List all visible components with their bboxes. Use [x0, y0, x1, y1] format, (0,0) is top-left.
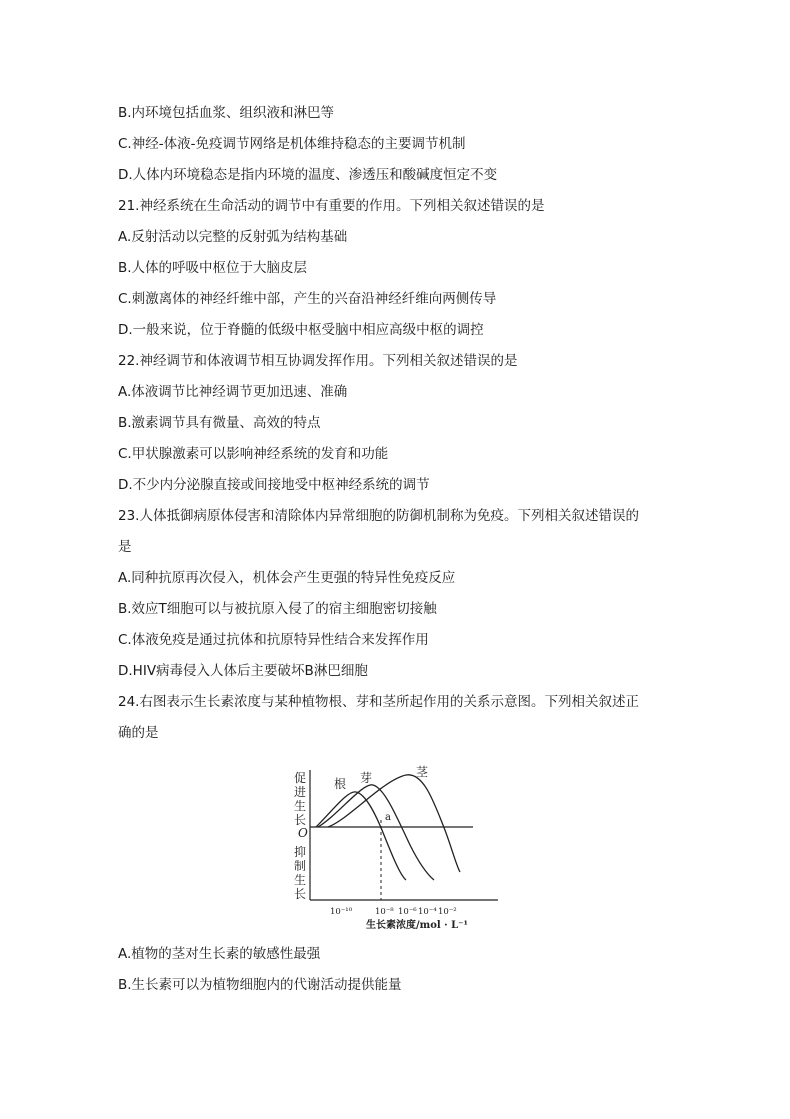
- q24-option-a: A.植物的茎对生长素的敏感性最强: [118, 946, 321, 962]
- q23-option-c: C.体液免疫是通过抗体和抗原特异性结合来发挥作用: [118, 632, 429, 648]
- q23-option-d: D.HIV病毒侵入人体后主要破坏B淋巴细胞: [118, 663, 368, 679]
- stem-curve: [328, 775, 460, 872]
- root-curve: [316, 792, 406, 880]
- question-21-stem: 21.神经系统在生命活动的调节中有重要的作用。下列相关叙述错误的是: [118, 198, 545, 214]
- auxin-concentration-figure: [288, 760, 503, 932]
- y-top-char-3: 生: [294, 799, 307, 813]
- q23-option-b: B.效应T细胞可以与被抗原入侵了的宿主细胞密切接触: [118, 601, 437, 617]
- q22-option-b: B.激素调节具有微量、高效的特点: [118, 415, 321, 431]
- x-tick-2: 10⁻⁸: [375, 907, 394, 917]
- y-bottom-char-2: 制: [294, 859, 307, 873]
- bud-label: 芽: [360, 771, 373, 785]
- y-top-char-4: 长: [294, 813, 307, 827]
- q21-option-c: C.刺激离体的神经纤维中部，产生的兴奋沿神经纤维向两侧传导: [118, 291, 497, 307]
- question-23-stem-cont: 是: [118, 539, 132, 555]
- y-bottom-label: [294, 844, 310, 901]
- y-top-label: [294, 771, 310, 827]
- root-label: 根: [334, 777, 347, 791]
- stem-label: 茎: [416, 765, 429, 779]
- option-d-line: D.人体内环境稳态是指内环境的温度、渗透压和酸碱度恒定不变: [118, 167, 498, 183]
- y-bottom-char-1: 抑: [294, 845, 307, 859]
- q21-option-b: B.人体的呼吸中枢位于大脑皮层: [118, 260, 308, 276]
- point-a-label: a: [385, 812, 391, 823]
- y-top-char-2: 进: [294, 785, 307, 799]
- question-24-stem-cont: 确的是: [118, 725, 159, 741]
- option-c-line: C.神经-体液-免疫调节网络是机体维持稳态的主要调节机制: [118, 136, 466, 152]
- x-tick-4: 10⁻⁴: [418, 907, 437, 917]
- x-tick-3: 10⁻⁶: [398, 907, 417, 917]
- q24-option-b: B.生长素可以为植物细胞内的代谢活动提供能量: [118, 977, 402, 993]
- q23-option-a: A.同种抗原再次侵入，机体会产生更强的特异性免疫反应: [118, 570, 456, 586]
- question-22-stem: 22.神经调节和体液调节相互协调发挥作用。下列相关叙述错误的是: [118, 353, 518, 369]
- q22-option-d: D.不少内分泌腺直接或间接地受中枢神经系统的调节: [118, 477, 430, 493]
- y-bottom-char-3: 生: [294, 873, 307, 887]
- q22-option-c: C.甲状腺激素可以影响神经系统的发育和功能: [118, 446, 389, 462]
- bud-curve: [318, 785, 434, 880]
- q22-option-a: A.体液调节比神经调节更加迅速、准确: [118, 384, 348, 400]
- y-top-char-1: 促: [294, 771, 307, 785]
- q21-option-d: D.一般来说，位于脊髓的低级中枢受脑中相应高级中枢的调控: [118, 322, 484, 338]
- question-23-stem: 23.人体抵御病原体侵害和清除体内异常细胞的防御机制称为免疫。下列相关叙述错误的: [118, 508, 639, 524]
- q21-option-a: A.反射活动以完整的反射弧为结构基础: [118, 229, 348, 245]
- x-tick-1: 10⁻¹⁰: [330, 907, 353, 917]
- option-b-line: B.内环境包括血浆、组织液和淋巴等: [118, 105, 335, 121]
- auxin-graph-svg: [288, 760, 503, 932]
- y-zero-label: O: [298, 826, 308, 840]
- x-axis-label: 生长素浓度/mol · L⁻¹: [366, 920, 468, 931]
- question-24-stem: 24.右图表示生长素浓度与某种植物根、芽和茎所起作用的关系示意图。下列相关叙述正: [118, 694, 639, 710]
- y-bottom-char-4: 长: [294, 887, 307, 901]
- x-tick-5: 10⁻²: [438, 907, 457, 917]
